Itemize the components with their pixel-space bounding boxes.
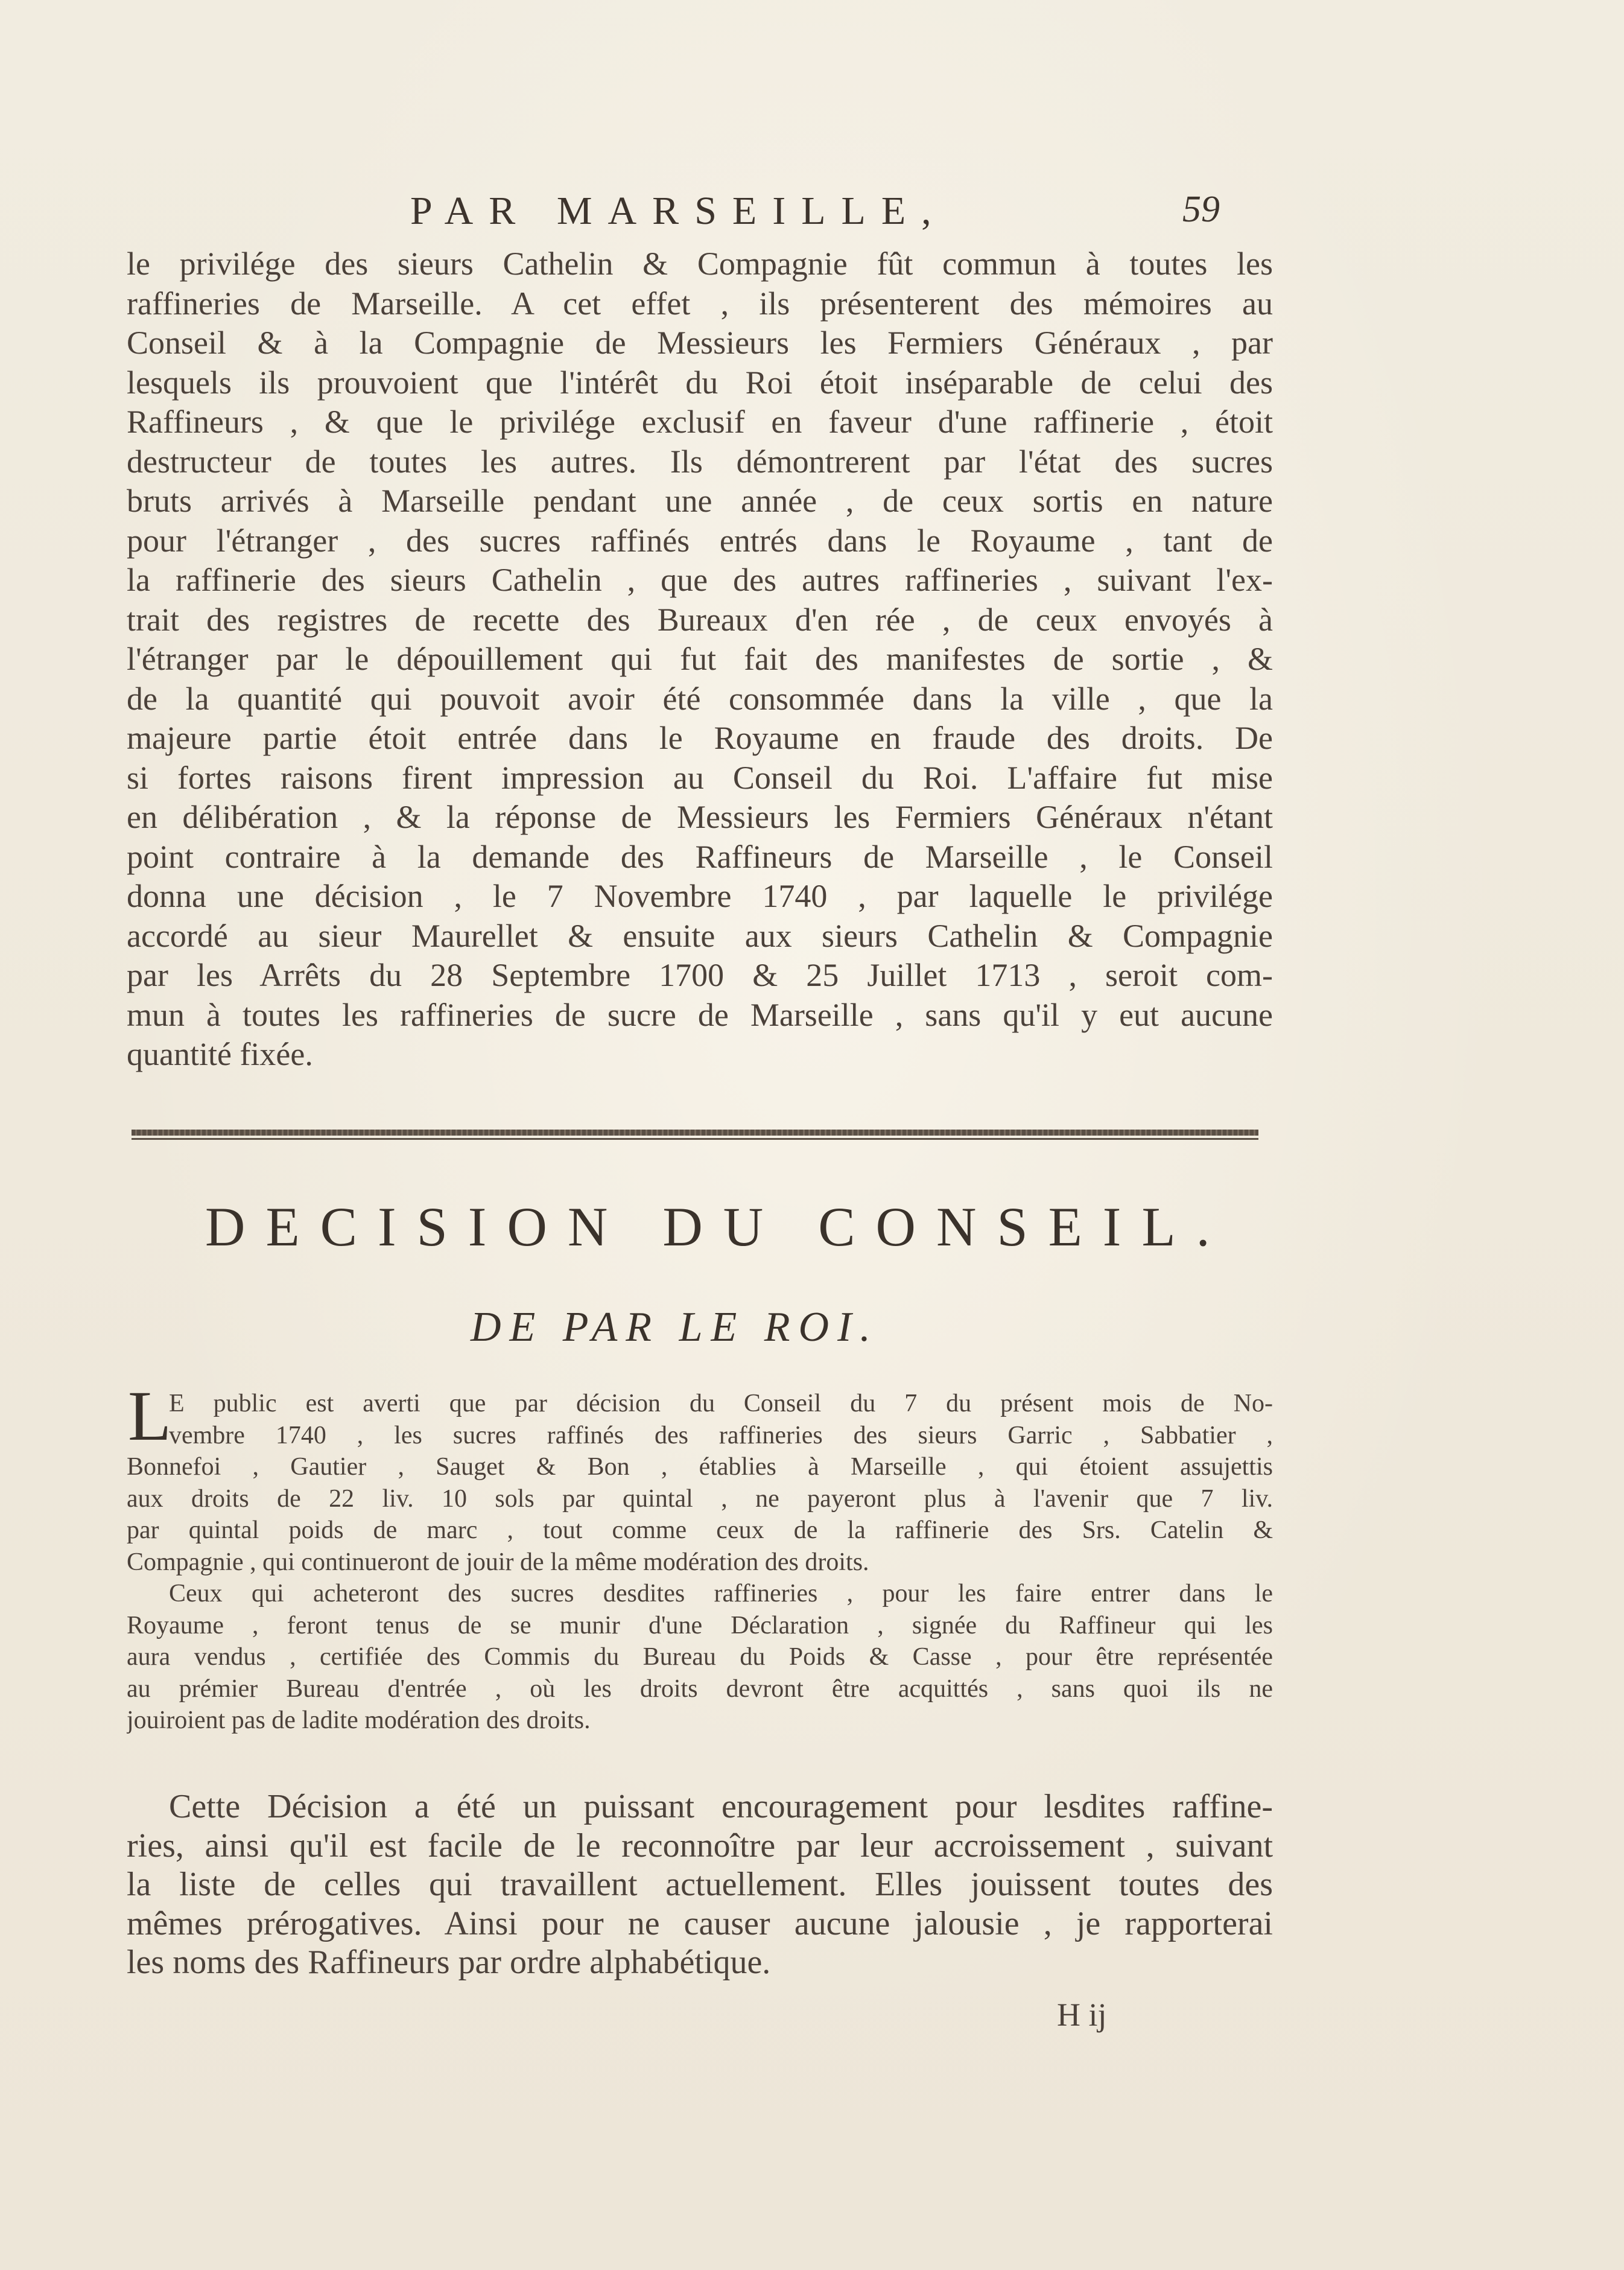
- text-line: aux droits de 22 liv. 10 sols par quintal , ne payeront plus à l'avenir que 7 liv.: [127, 1484, 1273, 1513]
- text-line: point contraire à la demande des Raffineurs de Marseille , le Conseil: [127, 838, 1273, 875]
- text-line: mêmes prérogatives. Ainsi pour ne causer aucune jalousie , je rapporterai: [127, 1904, 1273, 1942]
- text-line: les noms des Raffineurs par ordre alphabétique.: [127, 1944, 771, 1981]
- text-line: la raffinerie des sieurs Cathelin , que des autres raffineries , suivant l'ex-: [127, 562, 1273, 598]
- section-title: DECISION DU CONSEIL.: [205, 1196, 1231, 1257]
- text-line: majeure partie étoit entrée dans le Royaume en fraude des droits. De: [127, 720, 1273, 756]
- text-line: par quintal poids de marc , tout comme ceux de la raffinerie des Srs. Catelin &: [127, 1516, 1273, 1544]
- text-line: la liste de celles qui travaillent actuellement. Elles jouissent toutes des: [127, 1866, 1273, 1903]
- rule-thick-line: [132, 1130, 1258, 1136]
- rule-thin-line: [132, 1138, 1258, 1140]
- text-line: bruts arrivés à Marseille pendant une année , de ceux sortis en nature: [127, 483, 1273, 519]
- text-line: jouiroient pas de ladite modération des droits.: [127, 1706, 591, 1734]
- text-line: Compagnie , qui continueront de jouir de la même modération des droits.: [127, 1548, 869, 1576]
- signature-mark: H ij: [1057, 1997, 1107, 2033]
- running-head: [0, 188, 1624, 233]
- page-number: 59: [1182, 189, 1220, 230]
- body-paragraph: [127, 244, 1273, 1075]
- text-line: pour l'étranger , des sucres raffinés entrés dans le Royaume , tant de: [127, 522, 1273, 559]
- text-line: en délibération , & la réponse de Messieurs les Fermiers Généraux n'étant: [127, 799, 1273, 835]
- text-line: quantité fixée.: [127, 1036, 313, 1072]
- closing-paragraph: [127, 1787, 1273, 1982]
- decree-paragraph: [127, 1388, 1273, 1737]
- drop-cap: L: [128, 1376, 172, 1455]
- text-line: Raffineurs , & que le privilége exclusif en faveur d'une raffinerie , étoit: [127, 404, 1273, 440]
- ornamental-rule: [132, 1130, 1258, 1142]
- text-line: de la quantité qui pouvoit avoir été consommée dans la ville , que la: [127, 680, 1273, 717]
- text-line: Conseil & à la Compagnie de Messieurs les Fermiers Généraux , par: [127, 325, 1273, 361]
- text-line: donna une décision , le 7 Novembre 1740 , par laquelle le privilége: [127, 878, 1273, 914]
- text-line: lesquels ils prouvoient que l'intérêt du Roi étoit inséparable de celui des: [127, 364, 1273, 401]
- text-line: par les Arrêts du 28 Septembre 1700 & 25 Juillet 1713 , seroit com-: [127, 957, 1273, 993]
- text-line: le privilége des sieurs Cathelin & Compagnie fût commun à toutes les: [127, 246, 1273, 282]
- text-line: trait des registres de recette des Bureaux d'en rée , de ceux envoyés à: [127, 601, 1273, 638]
- text-line: accordé au sieur Maurellet & ensuite aux sieurs Cathelin & Compagnie: [127, 917, 1273, 954]
- text-line: raffineries de Marseille. A cet effet , ils présenterent des mémoires au: [127, 285, 1273, 322]
- text-line: au prémier Bureau d'entrée , où les droits devront être acquittés , sans quoi ils ne: [127, 1674, 1273, 1703]
- text-line: Ceux qui acheteront des sucres desdites raffineries , pour les faire entrer dans le: [169, 1580, 1273, 1607]
- text-line: si fortes raisons firent impression au Conseil du Roi. L'affaire fut mise: [127, 759, 1273, 796]
- text-line: l'étranger par le dépouillement qui fut fait des manifestes de sortie , &: [127, 641, 1273, 677]
- text-line: ries, ainsi qu'il est facile de le reconnoître par leur accroissement , suivant: [127, 1826, 1273, 1865]
- text-line: Cette Décision a été un puissant encouragement pour lesdites raffine-: [169, 1788, 1273, 1825]
- text-line: Bonnefoi , Gautier , Sauget & Bon , établies à Marseille , qui étoient assujettis: [127, 1453, 1273, 1481]
- text-line: vembre 1740 , les sucres raffinés des raffineries des sieurs Garric , Sabbatier ,: [169, 1421, 1273, 1449]
- text-line: E public est averti que par décision du Conseil du 7 du présent mois de No-: [169, 1390, 1273, 1417]
- text-line: destructeur de toutes les autres. Ils démontrerent par l'état des sucres: [127, 443, 1273, 480]
- text-line: aura vendus , certifiée des Commis du Bureau du Poids & Casse , pour être représentée: [127, 1643, 1273, 1671]
- running-title: PAR MARSEILLE,: [410, 189, 947, 233]
- section-subtitle: DE PAR LE ROI.: [471, 1304, 879, 1350]
- text-line: mun à toutes les raffineries de sucre de Marseille , sans qu'il y eut aucune: [127, 996, 1273, 1033]
- text-line: Royaume , feront tenus de se munir d'une Déclaration , signée du Raffineur qui les: [127, 1611, 1273, 1639]
